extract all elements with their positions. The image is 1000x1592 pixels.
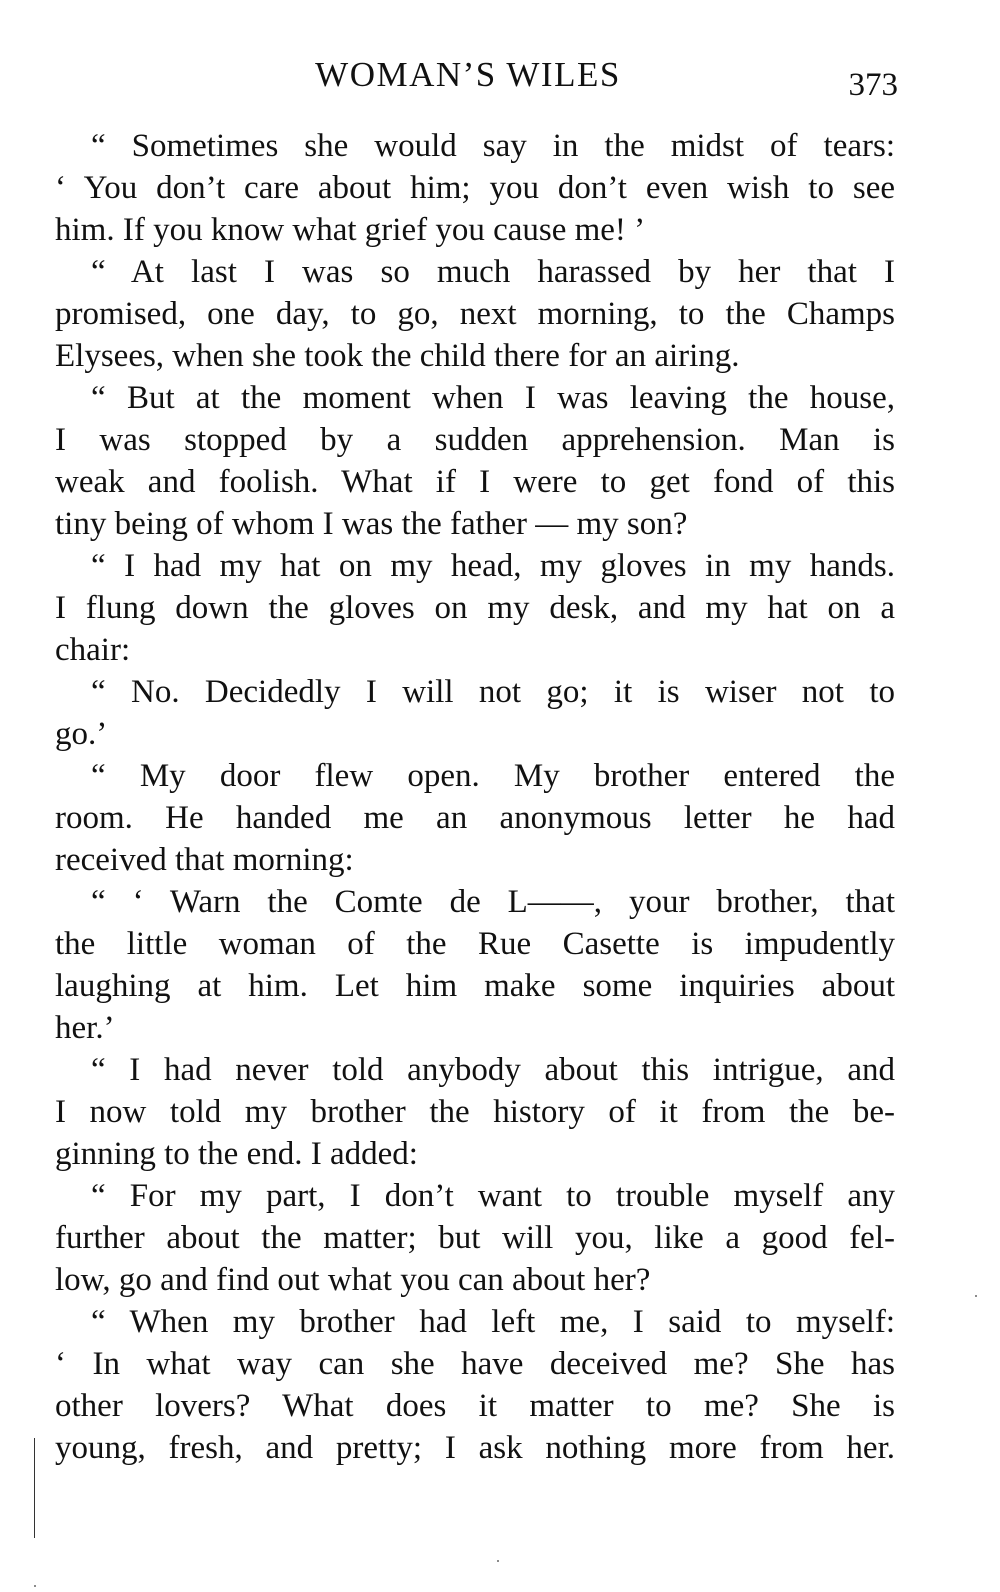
text-line: “ For my part, I don’t want to trouble myself any [91,1178,895,1214]
text-line: weak and foolish. What if I were to get fond of this [55,464,895,500]
text-line: ‘ In what way can she have deceived me? She has [55,1346,895,1382]
text-line: “ My door flew open. My brother entered the [91,758,895,794]
text-line: “ I had my hat on my head, my gloves in my hands. [91,548,895,584]
text-line: further about the matter; but will you, like a good fel- [55,1220,895,1256]
text-line: chair: [55,632,131,668]
text-line: “ But at the moment when I was leaving the house, [91,380,895,416]
text-line: ginning to the end. I added: [55,1136,418,1172]
text-line: the little woman of the Rue Casette is impudently [55,926,895,962]
text-line: room. He handed me an anonymous letter he had [55,800,895,836]
scan-speck [34,1585,36,1587]
body-text [55,125,895,1469]
running-title: WOMAN’S WILES [315,55,621,94]
text-line: promised, one day, to go, next morning, to the Champs [55,296,895,332]
text-line: “ I had never told anybody about this intrigue, and [91,1052,895,1088]
text-line: laughing at him. Let him make some inquiries about [55,968,895,1004]
running-head [0,50,1000,110]
text-line: “ When my brother had left me, I said to myself: [91,1304,895,1340]
text-line: other lovers? What does it matter to me? She is [55,1388,895,1424]
text-line: go.’ [55,716,108,752]
text-line: I flung down the gloves on my desk, and my hat on a [55,590,895,626]
text-line: I now told my brother the history of it from the be- [55,1094,895,1130]
text-line: Elysees, when she took the child there for an airing. [55,338,740,374]
text-line: “ At last I was so much harassed by her that I [91,254,895,290]
text-line: “ ‘ Warn the Comte de L——, your brother, that [91,884,895,920]
text-line: her.’ [55,1010,115,1046]
scan-speck [975,1295,977,1297]
text-line: received that morning: [55,842,354,878]
text-line: him. If you know what grief you cause me! ’ [55,212,646,248]
text-line: young, fresh, and pretty; I ask nothing more from her. [55,1430,895,1466]
text-line: ‘ You don’t care about him; you don’t even wish to see [55,170,895,206]
text-line: I was stopped by a sudden apprehension. Man is [55,422,895,458]
scan-speck [497,1560,499,1562]
page-number: 373 [848,67,898,103]
scan-margin-line [34,1438,35,1538]
text-line: “ No. Decidedly I will not go; it is wiser not to [91,674,895,710]
text-line: tiny being of whom I was the father — my son? [55,506,688,542]
text-line: low, go and find out what you can about her? [55,1262,651,1298]
text-line: “ Sometimes she would say in the midst of tears: [91,128,895,164]
